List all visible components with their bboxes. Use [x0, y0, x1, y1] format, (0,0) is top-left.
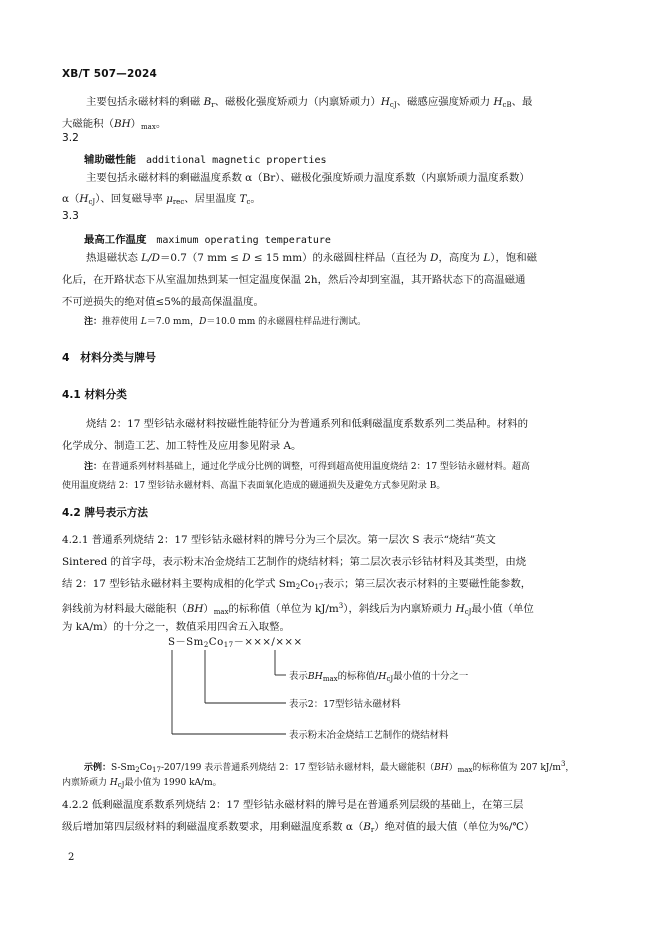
- paragraph-classification-line2: 化学成分、制造工艺、加工特性及应用参见附录 A。: [62, 440, 302, 452]
- paragraph-4-2-1-line2: Sintered 的首字母，表示粉末冶金烧结工艺制作的烧结材料；第二层次表示钐钴材料及其类型，由烧: [62, 556, 527, 568]
- paragraph-4-2-2-line1: 4.2.2 低剩磁温度系数系列烧结 2：17 型钐钴永磁材料的牌号是在普通系列层级的基础上，在第三层: [62, 799, 524, 811]
- example-line1: 示例：$S-Sm_2Co_{17}-207/199$ 表示普通系列烧结 2：17 型钐钴永磁材料，最大磁能积$(BH)_{max}$的标称值为 207 $kJ/m^3$，: [84, 760, 575, 774]
- paragraph-main-properties: 主要包括永磁材料的剩磁 $B_r$、磁极化强度矫顽力（内禀矫顽力）$H_{cJ}$、磁感应强度矫顽力 $H_{cB}$、最: [86, 96, 533, 109]
- note-4-1-cont: 使用温度烧结 2：17 型钐钴永磁材料、高温下表面氧化造成的磁通损失及避免方式参见附录 B。: [62, 481, 446, 491]
- note-4-1: 注：在普通系列材料基础上，通过化学成分比例的调整，可得到超高使用温度烧结 2：17 型钐钴永磁材料。超高: [84, 462, 530, 472]
- designation-formula: $S-Sm_2Co_{17}-\times\times\times/\times\times\times$: [168, 637, 303, 649]
- note-3-3: 注：推荐使用 L＝7.0 mm，D＝10.0 mm 的永磁圆柱样品进行测试。: [84, 317, 367, 327]
- document-id: XB/T 507—2024: [62, 68, 157, 80]
- diagram-label-second-level: 表示2：17型钐钴永磁材料: [289, 699, 401, 710]
- clause-number-3-3: 3.3: [62, 210, 79, 222]
- section-heading-4-2: 4.2 牌号表示方法: [62, 507, 149, 519]
- paragraph-4-2-1-line5: 为 kA/m）的十分之一，数值采用四舍五入取整。: [62, 621, 290, 633]
- paragraph-classification-line1: 烧结 2：17 型钐钴永磁材料按磁性能特征分为普通系列和低剩磁温度系数系列二类品种。材料的: [86, 418, 529, 430]
- diagram-label-third-level: 表示$BH_{max}$的标称值$/H_{cJ}$最小值的十分之一: [289, 671, 469, 683]
- diagram-label-first-level: 表示粉末冶金烧结工艺制作的烧结材料: [289, 730, 449, 741]
- clause-number-3-2: 3.2: [62, 132, 79, 144]
- paragraph-aux-properties: 主要包括永磁材料的剩磁温度系数 α（Br）、磁极化强度矫顽力温度系数（内禀矫顽力温度系数）: [86, 172, 530, 184]
- paragraph-aux-properties-cont: $\alpha(H_{cJ})$、回复磁导率 $\mu_{rec}$、居里温度 $T_c$。: [62, 193, 261, 206]
- page-number: 2: [68, 852, 75, 863]
- paragraph-max-temp-line3: 不可逆损失的绝对值≤5%的最高保温温度。: [62, 296, 264, 308]
- section-heading-4-1: 4.1 材料分类: [62, 389, 127, 401]
- term-3-3: 最高工作温度 maximum operating temperature: [84, 234, 331, 246]
- paragraph-main-properties-cont: 大磁能积$(BH)_{max}$。: [62, 118, 167, 131]
- paragraph-4-2-1-line3: 结 2：17 型钐钴永磁材料主要构成相的化学式 $Sm_2Co_{17}$表示；第三层次表示材料的主要磁性能参数，: [62, 578, 532, 591]
- paragraph-4-2-2-line2: 级后增加第四层级材料的剩磁温度系数要求，用剩磁温度系数 $\alpha(B_r)$绝对值的最大值（单位为%/℃）: [62, 821, 535, 834]
- example-line2: 内禀矫顽力 $H_{cJ}$最小值为 1990 kA/m。: [62, 778, 222, 789]
- term-3-2: 辅助磁性能 additional magnetic properties: [84, 154, 327, 166]
- paragraph-max-temp: 热退磁状态 L/D＝0.7（7 mm ≤ D ≤ 15 mm）的永磁圆柱样品（直径为 D，高度为 L），饱和磁: [86, 252, 538, 264]
- paragraph-4-2-1-line4: 斜线前为材料最大磁能积$(BH)_{max}$的标称值（单位为 $kJ/m^3$），斜线后为内禀矫顽力 $H_{cJ}$最小值（单位: [62, 602, 534, 616]
- section-heading-4: 4 材料分类与牌号: [62, 351, 156, 364]
- paragraph-4-2-1-line1: 4.2.1 普通系列烧结 2：17 型钐钴永磁材料的牌号分为三个层次。第一层次 S 表示“烧结”英文: [62, 534, 496, 546]
- paragraph-max-temp-line2: 化后，在开路状态下从室温加热到某一恒定温度保温 2h，然后冷却到室温，其开路状态下的高温磁通: [62, 274, 526, 286]
